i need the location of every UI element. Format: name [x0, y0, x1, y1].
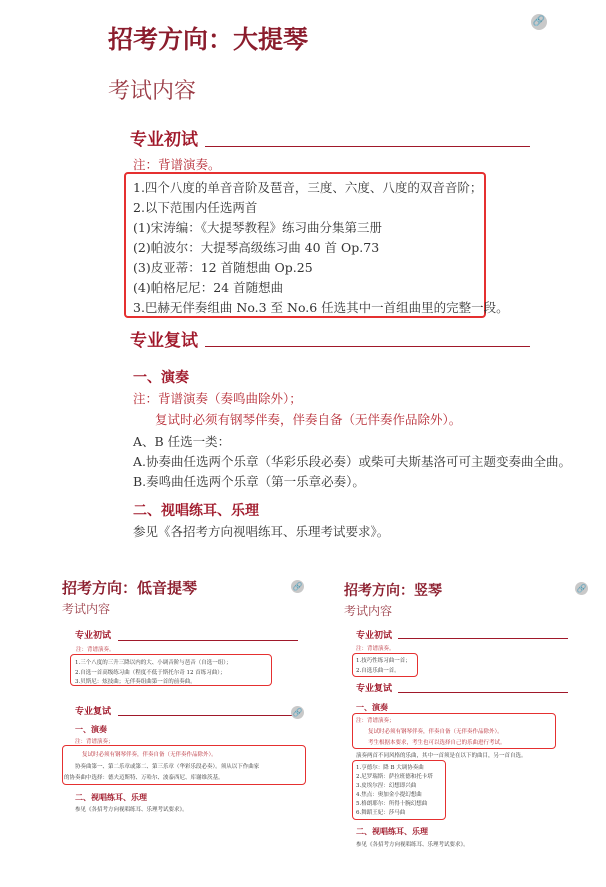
list-item: 3.皮埃尔涅：幻想即兴曲 — [356, 783, 417, 789]
page-subtitle: 考试内容 — [108, 78, 197, 103]
paragraph: A.协奏曲任选两个乐章（华彩乐段必奏）或柴可夫斯基洛可可主题变奏曲全曲。 — [133, 454, 572, 469]
section-rule — [118, 640, 298, 641]
section-heading-preliminary: 专业初试 — [130, 130, 198, 149]
section-heading-final: 专业复试 — [130, 331, 198, 350]
note: 复试时必须有钢琴伴奏，伴奏自备（无伴奏作品除外）。 — [155, 412, 462, 427]
list-item: 3.贝斯尼：炫技曲；无伴奏组曲第一首的前奏曲。 — [75, 679, 196, 685]
list-item: 2.以下范围内任选两首 — [133, 200, 258, 215]
thumb-subtitle: 考试内容 — [344, 604, 393, 618]
section-rule — [398, 638, 568, 639]
note: 注：背谱演奏； — [75, 739, 114, 745]
page-title: 招考方向：大提琴 — [108, 26, 309, 54]
note: 复试时必须有钢琴伴奏，伴奏自备（无伴奏作品除外）。 — [368, 729, 503, 735]
list-item: 4.焦点：奥加金小提幻想曲 — [356, 792, 422, 798]
list-item: 2.自选一首高级练习曲（程度不低于斯托尔奇 12 首练习曲）； — [75, 670, 226, 676]
subheading-performance: 一、演奏 — [75, 725, 107, 734]
list-item: 1.技巧性练习曲一首； — [356, 658, 411, 664]
list-item: (3)皮亚蒂：12 首随想曲 Op.25 — [133, 260, 313, 275]
list-item: (2)帕波尔：大提琴高级练习曲 40 首 Op.73 — [133, 240, 380, 255]
section-rule — [398, 692, 568, 693]
thumb-title: 招考方向：竖琴 — [344, 582, 442, 598]
paragraph: 参见《各招考方向视唱练耳、乐理考试要求》。 — [133, 524, 390, 539]
paragraph: 参见《各招考方向视唱练耳、乐理考试要求》。 — [75, 807, 188, 813]
note: 注：背谱演奏。 — [356, 646, 395, 652]
paragraph: 的协奏曲中选择：德夫迈斯特、万哈尔、波泰西尼、库谢维茨基。 — [64, 775, 224, 781]
note: 复试时必须有钢琴伴奏，伴奏自备（无伴奏作品除外）。 — [82, 752, 217, 758]
link-icon[interactable]: 🔗 — [292, 582, 303, 591]
subheading-performance: 一、演奏 — [356, 703, 388, 712]
paragraph: 参见《各招考方向视唱练耳、乐理考试要求》。 — [356, 842, 469, 848]
list-item: (1)宋涛编：《大提琴教程》练习曲分集第三册 — [133, 220, 382, 235]
subheading-performance: 一、演奏 — [133, 369, 189, 385]
paragraph: A、B 任选一类： — [133, 434, 231, 449]
section-heading-final: 专业复试 — [75, 706, 112, 716]
note: 注：背谱演奏； — [356, 718, 395, 724]
subheading-theory: 二、视唱练耳、乐理 — [356, 827, 428, 836]
list-item: 1.四个八度的单音音阶及琶音，三度、六度、八度的双音音阶； — [133, 180, 483, 195]
list-item: 6.舞蹈王妃：莎马曲 — [356, 810, 406, 816]
section-rule — [205, 146, 530, 147]
list-item: 3.巴赫无伴奏组曲 No.3 至 No.6 任选其中一首组曲里的完整一段。 — [133, 300, 509, 315]
link-icon[interactable]: 🔗 — [292, 708, 303, 717]
list-item: 2.自选乐曲一首。 — [356, 668, 400, 674]
link-icon[interactable]: 🔗 — [576, 584, 587, 593]
section-rule — [118, 715, 298, 716]
section-heading-final: 专业复试 — [356, 683, 393, 693]
note: 注：背谱演奏。 — [76, 647, 115, 653]
note: 注：背谱演奏（奏鸣曲除外）； — [133, 391, 302, 406]
section-heading-preliminary: 专业初试 — [356, 630, 393, 640]
list-item: 2.尼罗瑞斯：萨拉班德和托卡塔 — [356, 774, 433, 780]
section-rule — [205, 346, 530, 347]
subheading-theory: 二、视唱练耳、乐理 — [133, 502, 259, 518]
thumb-title: 招考方向：低音提琴 — [62, 580, 198, 597]
thumb-subtitle: 考试内容 — [62, 602, 111, 616]
list-item: 5.格朗耶尔：所得十腕幻想曲 — [356, 801, 428, 807]
link-icon[interactable]: 🔗 — [531, 14, 547, 30]
list-item: (4)帕格尼尼：24 首随想曲 — [133, 280, 284, 295]
subheading-theory: 二、视唱练耳、乐理 — [75, 793, 147, 802]
list-item: 1.亨德尔：降 B 大调协奏曲 — [356, 765, 424, 771]
paragraph: 演奏两首不同风格的乐曲，其中一首须是在以下的曲目，另一首自选。 — [356, 753, 527, 759]
list-item: 1.三个八度的三升三降以内的大、小调音阶与琶音（自选一组）； — [75, 660, 232, 666]
note: 注：背谱演奏。 — [133, 157, 221, 172]
paragraph: 协奏曲第一、第二乐章或第二、第三乐章（华彩乐段必奏）。须从以下作曲家 — [75, 764, 260, 770]
section-heading-preliminary: 专业初试 — [75, 630, 112, 640]
note: 考生根据本要求，考生也可以选择自己的乐曲进行考试。 — [368, 740, 506, 746]
paragraph: B.奏鸣曲任选两个乐章（第一乐章必奏）。 — [133, 474, 365, 489]
